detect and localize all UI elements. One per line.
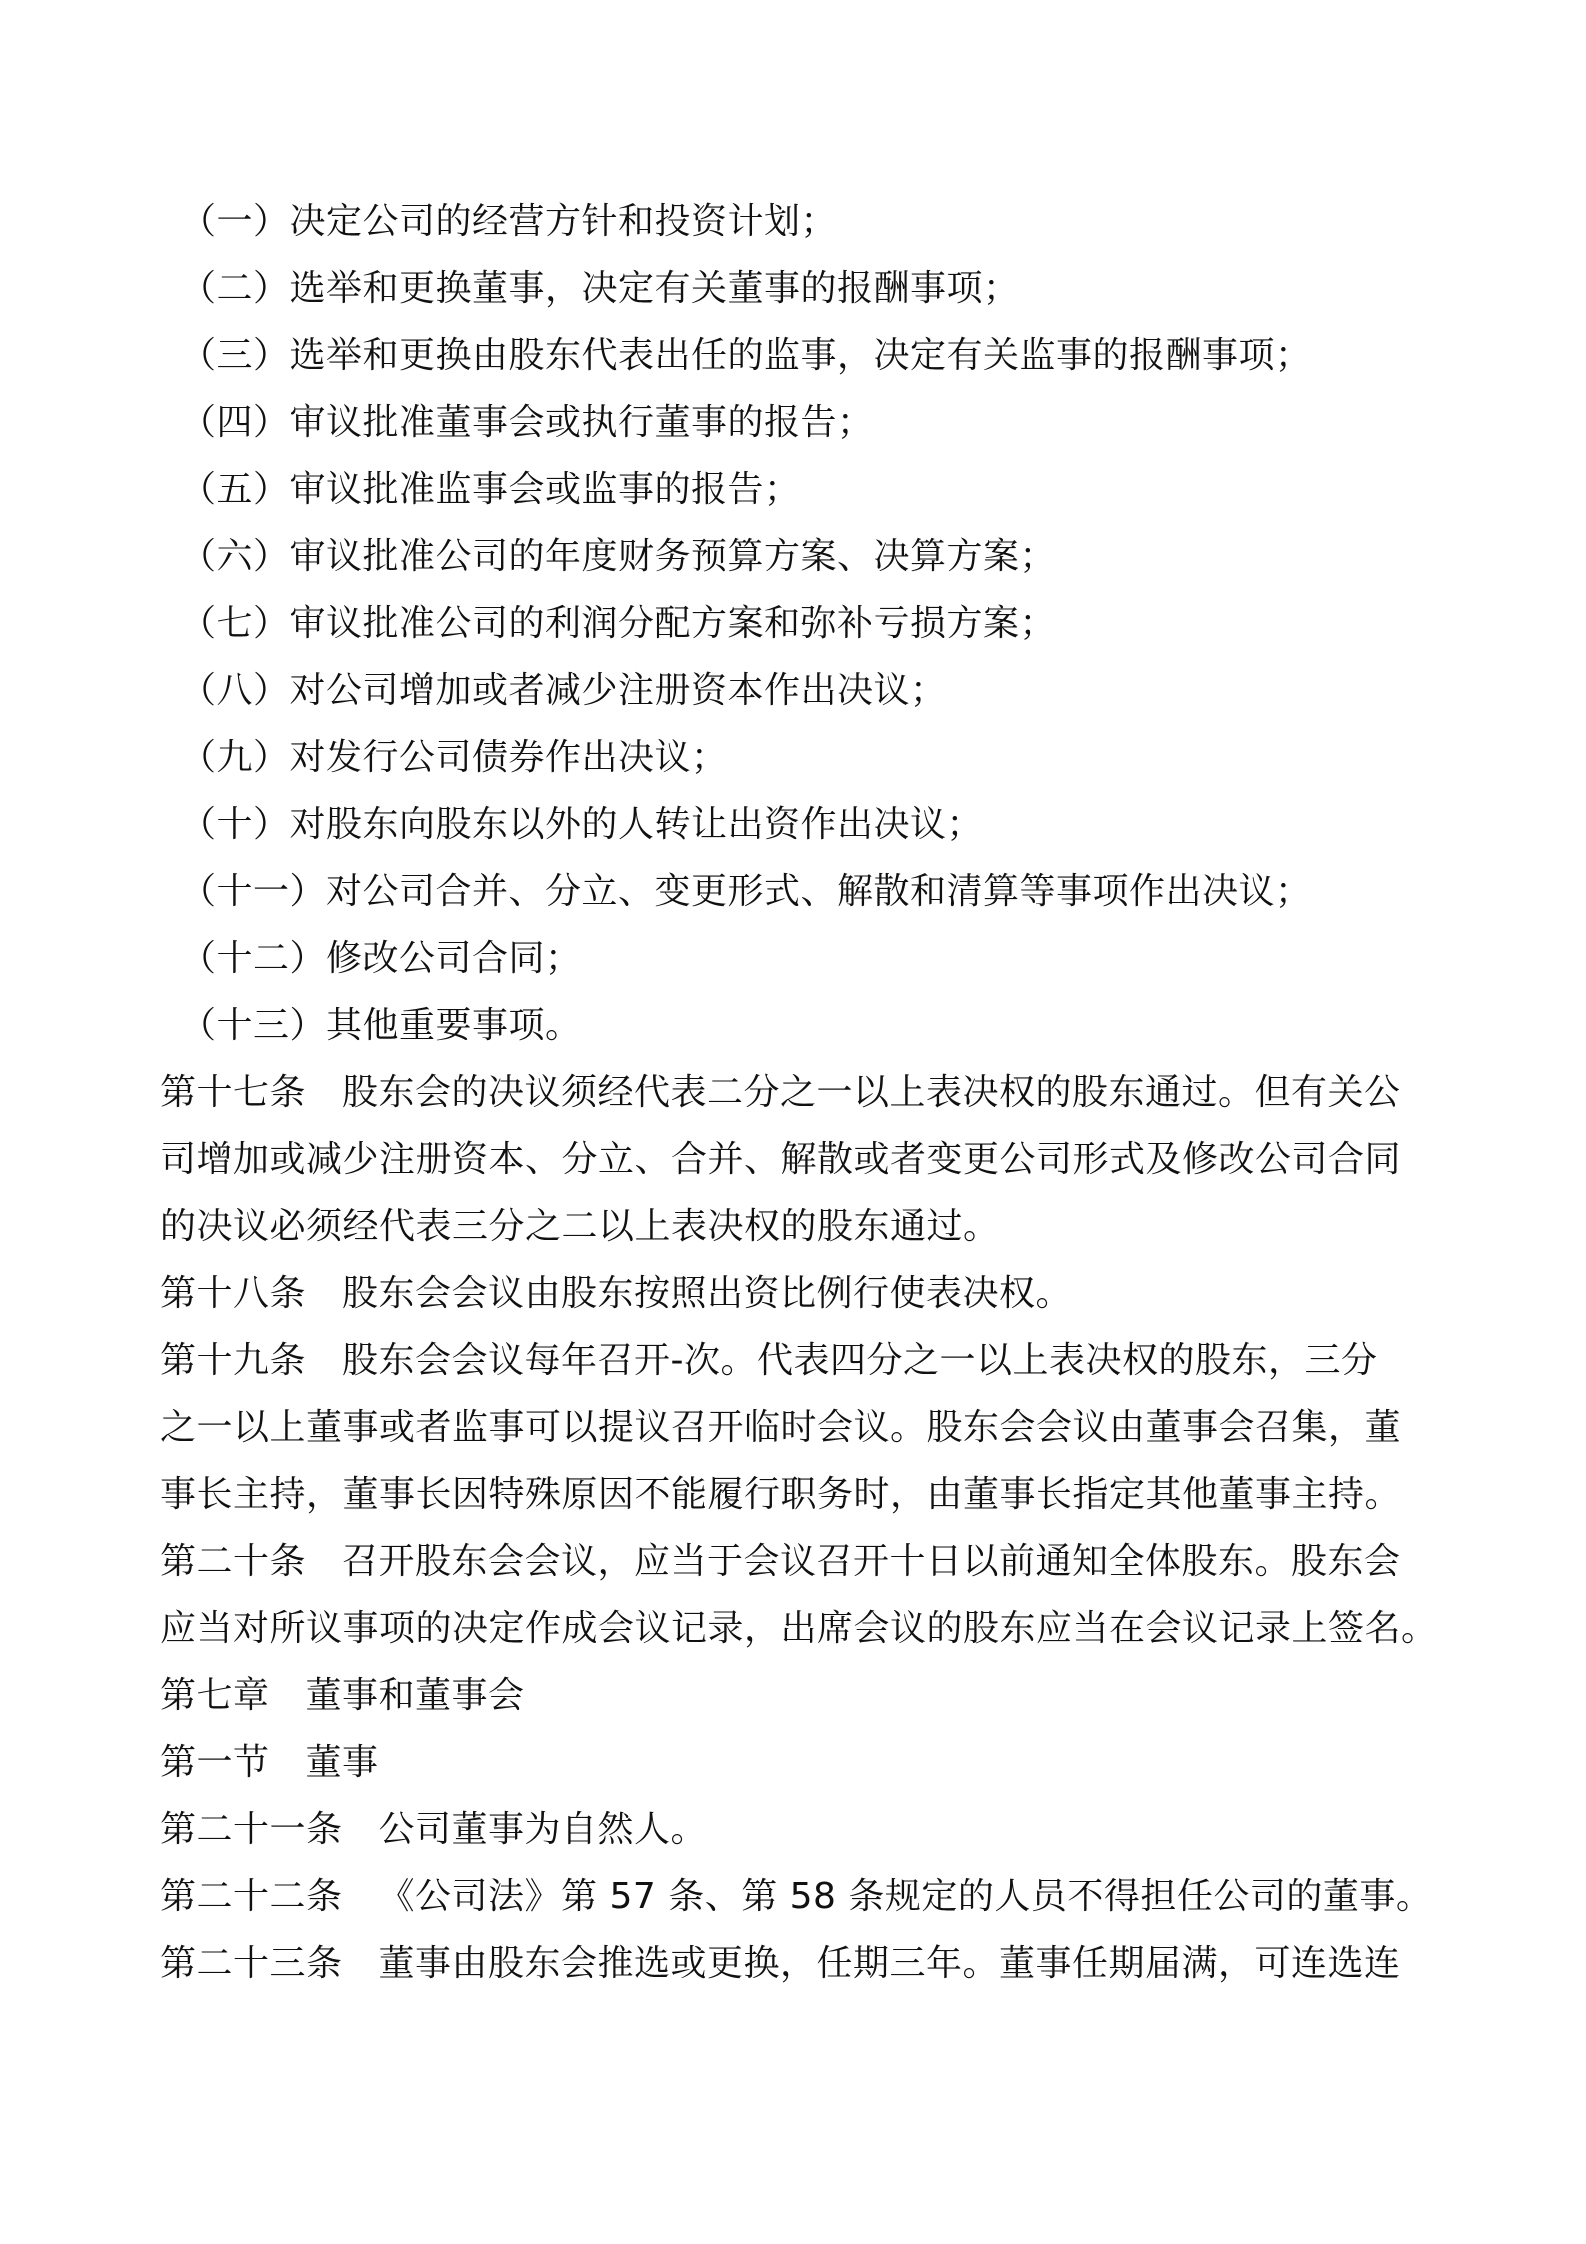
article-17-cont: 的决议必须经代表三分之二以上表决权的股东通过。: [160, 1206, 1000, 1247]
article-22: [160, 1863, 1460, 1930]
section-number: 第一节: [160, 1742, 270, 1783]
article-heading: 第十七条: [160, 1072, 307, 1113]
list-item: （十三）其他重要事项。: [180, 1005, 582, 1046]
article-text: 召开股东会会议，应当于会议召开十日以前通知全体股东。股东会: [342, 1541, 1401, 1582]
article-19-cont: 事长主持，董事长因特殊原因不能履行职务时，由董事长指定其他董事主持。: [160, 1474, 1402, 1515]
article-heading: 第二十二条: [160, 1876, 343, 1917]
list-item: （十二）修改公司合同；: [180, 938, 582, 979]
section-heading: [160, 1729, 1460, 1796]
list-item: （四）审议批准董事会或执行董事的报告；: [180, 402, 874, 443]
article-17: [160, 1059, 1460, 1126]
article-heading: 第十九条: [160, 1340, 307, 1381]
article-18: [160, 1260, 1460, 1327]
article-text: 董事由股东会推选或更换，任期三年。董事任期届满，可连选连: [378, 1943, 1401, 1984]
article-19: [160, 1327, 1460, 1394]
article-text: 股东会会议由股东按照出资比例行使表决权。: [342, 1273, 1073, 1314]
chapter-heading: [160, 1662, 1460, 1729]
list-item: （九）对发行公司债券作出决议；: [180, 737, 728, 778]
article-text: 股东会的决议须经代表二分之一以上表决权的股东通过。但有关公: [342, 1072, 1401, 1113]
article-heading: 第二十三条: [160, 1943, 343, 1984]
chapter-number: 第七章: [160, 1675, 270, 1716]
article-20: [160, 1528, 1460, 1595]
article-text: 股东会会议每年召开-次。代表四分之一以上表决权的股东，三分: [342, 1340, 1378, 1381]
list-item: （五）审议批准监事会或监事的报告；: [180, 469, 801, 510]
article-21: [160, 1796, 1460, 1863]
section-title: 董事: [305, 1742, 379, 1783]
chapter-title: 董事和董事会: [305, 1675, 525, 1716]
document-body: [160, 188, 1460, 1997]
article-heading: 第十八条: [160, 1273, 307, 1314]
list-item: （一）决定公司的经营方针和投资计划；: [180, 201, 838, 242]
list-item: （七）审议批准公司的利润分配方案和弥补亏损方案；: [180, 603, 1057, 644]
article-heading: 第二十一条: [160, 1809, 343, 1850]
article-text: 公司董事为自然人。: [378, 1809, 708, 1850]
list-item: （十）对股东向股东以外的人转让出资作出决议；: [180, 804, 984, 845]
article-text: 《公司法》第 57 条、第 58 条规定的人员不得担任公司的董事。: [378, 1876, 1433, 1917]
article-heading: 第二十条: [160, 1541, 307, 1582]
article-23: [160, 1930, 1460, 1997]
article-17-cont: 司增加或减少注册资本、分立、合并、解散或者变更公司形式及修改公司合同: [160, 1139, 1402, 1180]
list-item: （六）审议批准公司的年度财务预算方案、决算方案；: [180, 536, 1057, 577]
list-item: （八）对公司增加或者减少注册资本作出决议；: [180, 670, 947, 711]
article-20-cont: 应当对所议事项的决定作成会议记录，出席会议的股东应当在会议记录上签名。: [160, 1608, 1438, 1649]
list-item: （二）选举和更换董事，决定有关董事的报酬事项；: [180, 268, 1020, 309]
list-item: （三）选举和更换由股东代表出任的监事，决定有关监事的报酬事项；: [180, 335, 1312, 376]
list-item: （十一）对公司合并、分立、变更形式、解散和清算等事项作出决议；: [180, 871, 1312, 912]
article-19-cont: 之一以上董事或者监事可以提议召开临时会议。股东会会议由董事会召集，董: [160, 1407, 1402, 1448]
